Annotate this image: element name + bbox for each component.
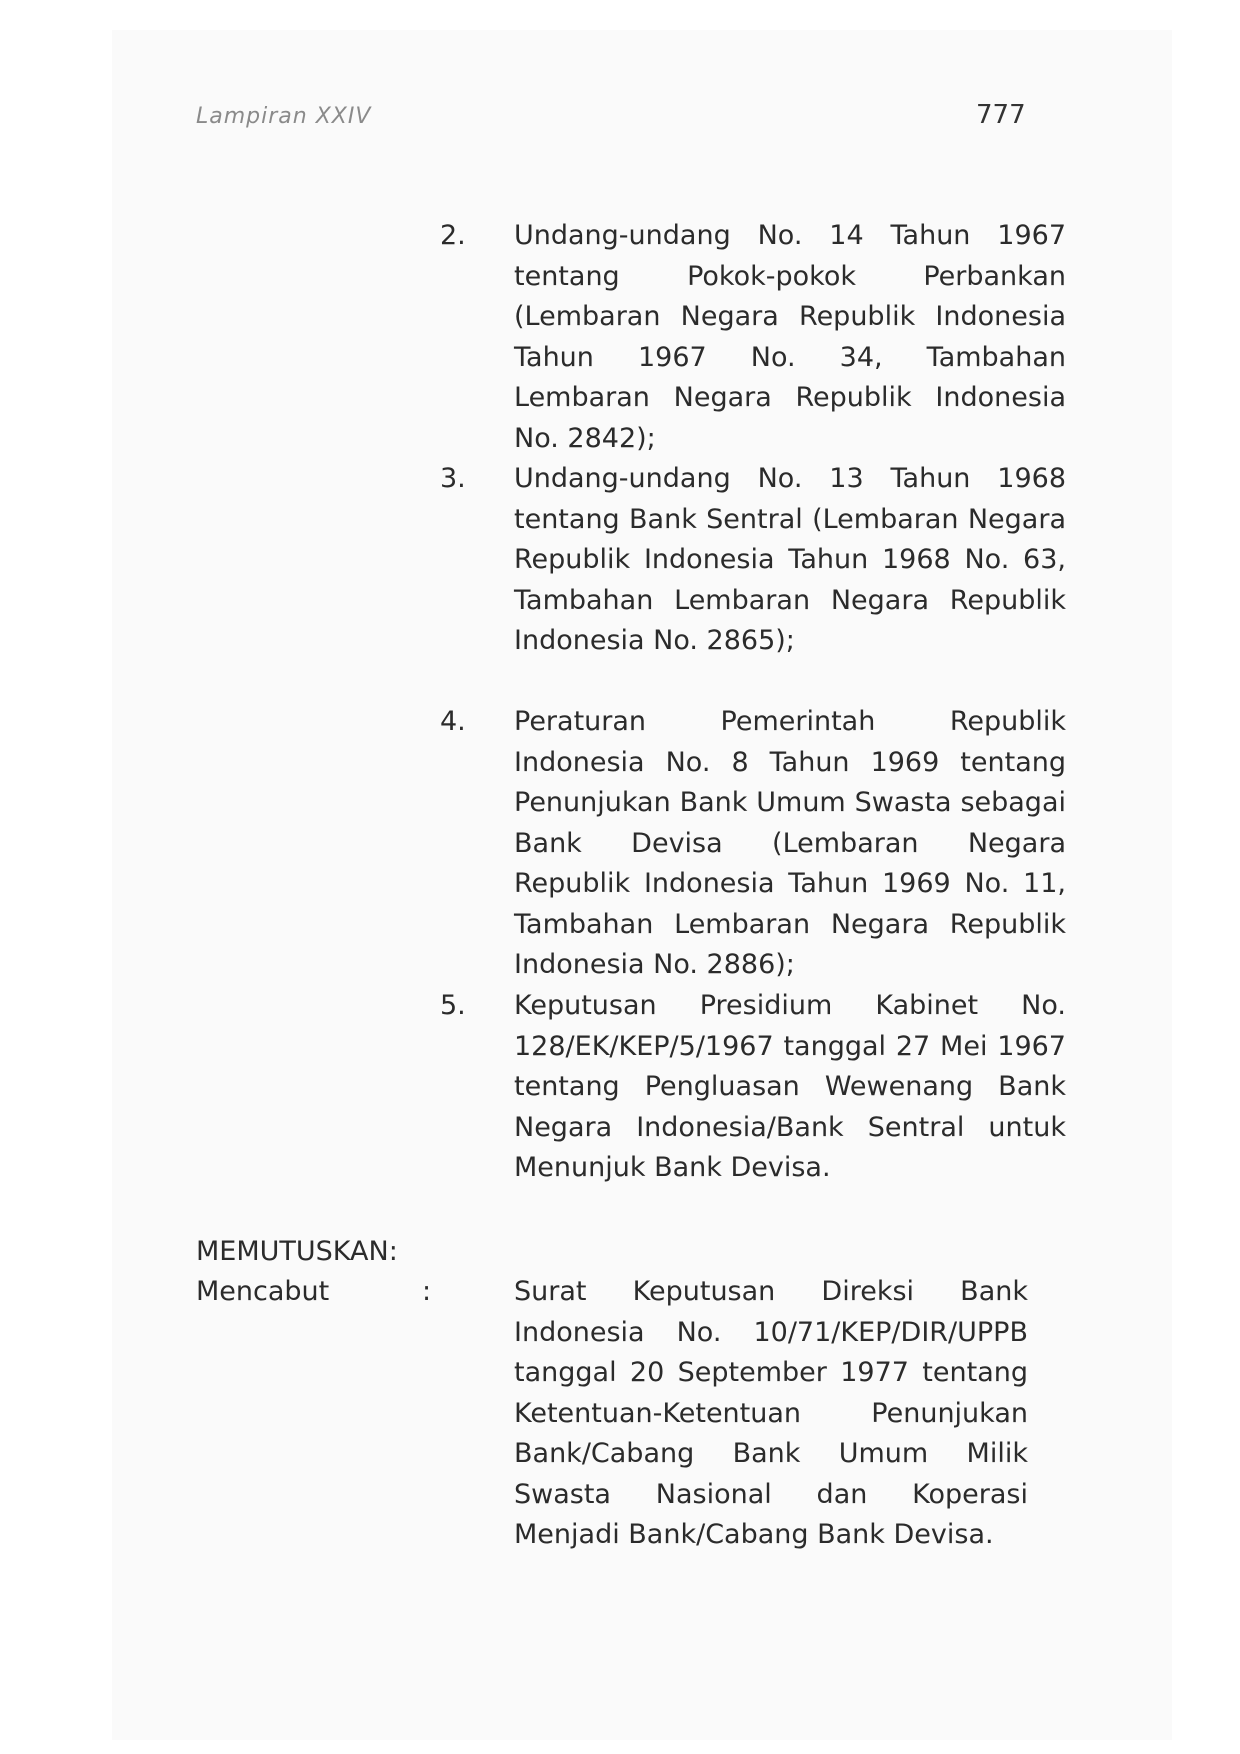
decision-label: Mencabut (196, 1276, 330, 1307)
list-item-text: Keputusan Presidium Kabinet No. 128/EK/KEP/5/1967 tanggal 27 Mei 1967 tentang Pengluasan Wewenang Bank Negara Indonesia/Bank Sentral untuk Menunjuk Bank Devisa. (514, 990, 1066, 1183)
decision-heading: MEMUTUSKAN: (196, 1236, 398, 1267)
list-item-text: Undang-undang No. 14 Tahun 1967 tentang Pokok-pokok Perbankan (Lembaran Negara Republik Indonesia Tahun 1967 No. 34, Tambahan Lembaran Negara Republik Indonesia No. 2842); (514, 220, 1066, 454)
list-item-text: Undang-undang No. 13 Tahun 1968 tentang Bank Sentral (Lembaran Negara Republik Indonesia Tahun 1968 No. 63, Tambahan Lembaran Negara Republik Indonesia No. 2865); (514, 463, 1066, 656)
decision-text: Surat Keputusan Direksi Bank Indonesia No. 10/71/KEP/DIR/UPPB tanggal 20 September 1977 tentang Ketentuan-Ketentuan Penunjukan Bank/Cabang Bank Umum Milik Swasta Nasional dan Koperasi Menjadi Bank/Cabang Bank Devisa. (514, 1276, 1028, 1550)
list-item-text: Peraturan Pemerintah Republik Indonesia No. 8 Tahun 1969 tentang Penunjukan Bank Umum Swasta sebagai Bank Devisa (Lembaran Negara Republik Indonesia Tahun 1969 No. 11, Tambahan Lembaran Negara Republik Indonesia No. 2886); (514, 706, 1066, 980)
page-number: 777 (976, 100, 1026, 130)
list-item-number: 5. (440, 990, 466, 1021)
list-item-number: 4. (440, 706, 466, 737)
list-item-number: 2. (440, 220, 466, 251)
running-header: Lampiran XXIV (196, 104, 372, 129)
list-item-number: 3. (440, 463, 466, 494)
decision-colon: : (422, 1276, 432, 1307)
